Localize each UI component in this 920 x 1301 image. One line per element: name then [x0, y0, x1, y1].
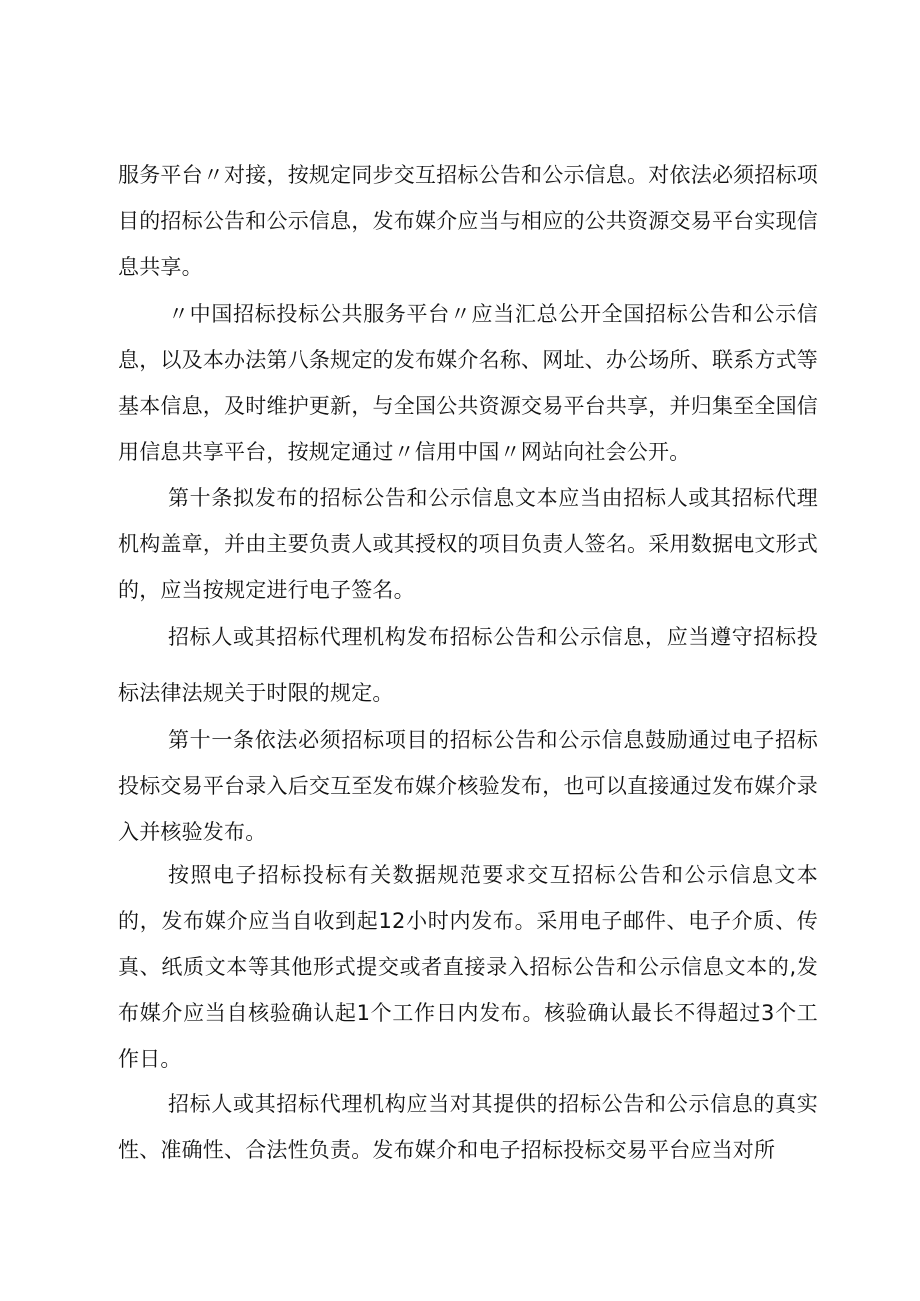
paragraph-3: 第十条拟发布的招标公告和公示信息文本应当由招标人或其招标代理机构盖章，并由主要负责人或其授权的项目负责人签名。采用数据电文形式的，应当按规定进行电子签名。: [118, 486, 818, 602]
paragraph-4: 招标人或其招标代理机构发布招标公告和公示信息，应当遵守招标投标法律法规关于时限的规定。: [118, 625, 818, 705]
paragraph-1: 服务平台〃对接，按规定同步交互招标公告和公示信息。对依法必须招标项目的招标公告和公示信息，发布媒介应当与相应的公共资源交易平台实现信息共享。: [118, 163, 818, 279]
paragraph-2: 〃中国招标投标公共服务平台〃应当汇总公开全国招标公告和公示信息，以及本办法第八条规定的发布媒介名称、网址、办公场所、联系方式等基本信息，及时维护更新，与全国公共资源交易平台共享，并归集至全国信用信息共享平台，按规定通过〃信用中国〃网站向社会公开。: [118, 302, 818, 464]
paragraph-6: 按照电子招标投标有关数据规范要求交互招标公告和公示信息文本的，发布媒介应当自收到起12小时内发布。采用电子邮件、电子介质、传真、纸质文本等其他形式提交或者直接录入招标公告和公示信息文本的,发布媒介应当自核验确认起1个工作日内发布。核验确认最长不得超过3个工作日。: [118, 863, 818, 1071]
paragraph-7: 招标人或其招标代理机构应当对其提供的招标公告和公示信息的真实性、准确性、合法性负责。发布媒介和电子招标投标交易平台应当对所: [118, 1092, 818, 1162]
paragraph-5: 第十一条依法必须招标项目的招标公告和公示信息鼓励通过电子招标投标交易平台录入后交互至发布媒介核验发布，也可以直接通过发布媒介录入并核验发布。: [118, 728, 818, 844]
